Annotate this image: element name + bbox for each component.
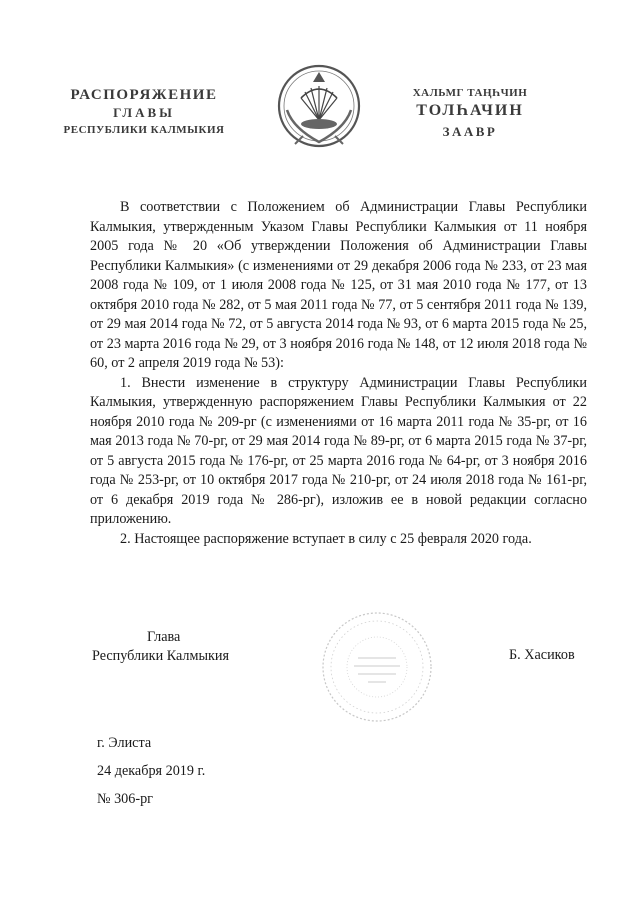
footer-date: 24 декабря 2019 г.: [97, 763, 206, 779]
header-right-line3: ЗААВР: [442, 124, 498, 139]
signatory-title-line1: Глава: [147, 629, 181, 645]
document-body: [90, 198, 587, 549]
header-left-republic: РЕСПУБЛИКИ КАЛМЫКИЯ: [63, 124, 225, 136]
item-1-paragraph: 1. Внести изменение в структуру Администрации Главы Республики Калмыкия, утвержденную распоряжением Главы Республики Калмыкия от 22 ноября 2010 года № 209-рг (с изменениями от 16 марта 2011 года № 35-рг, от 16 мая 2013 года № 70-рг, от 29 мая 2014 года № 89-рг, от 6 марта 2015 года № 37-рг, от 5 августа 2015 года № 176-рг, от 25 марта 2016 года № 64-рг, от 3 ноября 2016 года № 253-рг, от 10 октября 2017 года № 210-рг, от 24 июля 2018 года № 161-рг, от 6 декабря 2019 года № 286-рг), изложив ее в новой редакции согласно приложению.: [90, 374, 587, 527]
footer-city: г. Элиста: [97, 735, 152, 751]
footer-number: № 306-рг: [97, 791, 154, 807]
header-left-title: РАСПОРЯЖЕНИЕ: [70, 87, 218, 103]
signatory-title: [92, 628, 252, 666]
header-left: [60, 87, 228, 136]
preamble-paragraph: В соответствии с Положением об Администрации Главы Республики Калмыкия, утвержденным Указом Главы Республики Калмыкия от 11 ноября 2005 года № 20 «Об утверждении Положения об Администрации Главы Республики Калмыкия» (с изменениями от 29 декабря 2006 года № 233, от 23 мая 2008 года № 109, от 1 июля 2008 года № 125, от 31 мая 2010 года № 177, от 13 октября 2010 года № 282, от 5 мая 2011 года № 77, от 5 сентября 2011 года № 139, от 29 мая 2014 года № 72, от 5 августа 2014 года № 93, от 6 марта 2015 года № 25, от 23 марта 2016 года № 29, от 3 ноября 2016 года № 148, от 12 июля 2018 года № 60, от 2 апреля 2019 года № 53):: [90, 199, 587, 371]
official-seal-stamp-icon: [318, 608, 436, 726]
header-left-subtitle: ГЛАВЫ: [113, 105, 175, 120]
coat-of-arms-emblem-icon: [273, 58, 365, 150]
header-right-line2: ТОЛҺАЧИН: [416, 102, 524, 119]
header-right-line1: ХАЛЬМГ ТАҢҺЧИН: [412, 87, 528, 99]
signatory-name: Б. Хасиков: [509, 647, 575, 663]
item-2-paragraph: 2. Настоящее распоряжение вступает в силу с 25 февраля 2020 года.: [120, 530, 532, 547]
signatory-title-line2: Республики Калмыкия: [92, 648, 230, 664]
header-right: [405, 87, 535, 140]
